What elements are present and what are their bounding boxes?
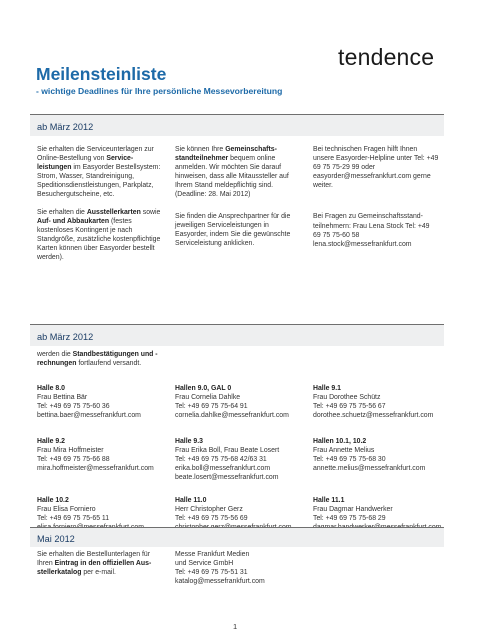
section3-column-2 bbox=[175, 550, 310, 586]
section-header-1 bbox=[30, 114, 444, 136]
text: sowie bbox=[140, 208, 161, 216]
section3-column-1 bbox=[37, 550, 165, 577]
contact-person: Frau Mira Hoffmeister bbox=[37, 447, 104, 455]
contact-phone: Tel: +49 69 75 75-65 11 bbox=[37, 515, 110, 523]
text-line: Messe Frankfurt Medien bbox=[175, 551, 250, 558]
section-label: ab März 2012 bbox=[37, 332, 94, 342]
section-divider bbox=[30, 114, 444, 115]
paragraph: Bei Fragen zu Gemeinschaftsstandteilnehmern: Frau Lena Stock Tel: +49 69 75 75-60 58 lena.stock@messefrankfurt.com bbox=[313, 213, 430, 248]
paragraph: Bei technischen Fragen hilft Ihnen unsere Easyorder-Helpline unter Tel: +49 69 75 75-29 99 oder easyorder@messefrankfurt.com gerne weiter. bbox=[313, 146, 439, 190]
bold-text: Ausstellerkarten bbox=[86, 208, 141, 216]
contact-phone: Tel: +49 69 75 75-68 42/63 31 bbox=[175, 456, 267, 464]
page-number: 1 bbox=[233, 622, 238, 631]
text: (festes kostenloses Kontingent je nach Standgröße, zusätzliche kostenpflichtige Karten können über Easyorder bestellt werden). bbox=[37, 217, 161, 262]
paragraph bbox=[37, 550, 165, 577]
text: im Easyorder Bestellsystem: Strom, Wasser, Standreinigung, Speditionsdienstleistungen, Parkplatz, Besuchergutscheine, etc. bbox=[37, 164, 161, 199]
section-header-3 bbox=[30, 527, 444, 547]
text: bequem online anmelden. Wir möchten Sie darauf hinweisen, dass alle Mitaussteller auf Ihrem Stand meldepflichtig sind. (Deadline: 28. Mai 2012) bbox=[175, 155, 289, 199]
contact-email: mira.hoffmeister@messefrankfurt.com bbox=[37, 465, 154, 473]
text-line: katalog@messefrankfurt.com bbox=[175, 578, 265, 586]
paragraph: Sie finden die Ansprechpartner für die jeweiligen Serviceleistungen in Easyorder, indem Sie die gewünschte Serviceleistung anklicken. bbox=[175, 212, 291, 247]
bold-text: Eintrag in den offiziellen Ausstellerkatalog bbox=[37, 560, 152, 577]
contact-person: Frau Elisa Forniero bbox=[37, 506, 96, 514]
page-subtitle: - wichtige Deadlines für Ihre persönliche Messevorbereitung bbox=[36, 86, 283, 96]
paragraph bbox=[37, 208, 162, 263]
hall-name: Halle 9.1 bbox=[313, 385, 341, 392]
hall-name: Halle 11.0 bbox=[175, 497, 207, 504]
hall-name: Halle 9.3 bbox=[175, 438, 203, 445]
section-label: ab März 2012 bbox=[37, 122, 94, 132]
contact-phone: Tel: +49 69 75 75-68 30 bbox=[313, 456, 386, 464]
contact-email: annette.melius@messefrankfurt.com bbox=[313, 465, 426, 473]
paragraph bbox=[37, 350, 165, 368]
paragraph bbox=[175, 145, 300, 200]
hall-contact bbox=[37, 437, 172, 473]
contact-email: erika.boll@messefrankfurt.com bbox=[175, 465, 271, 473]
bold-text: Standbestätigungen und -rechnungen bbox=[37, 351, 158, 368]
text: Sie können Ihre bbox=[175, 146, 226, 153]
contact-person: Frau Bettina Bär bbox=[37, 394, 88, 402]
page-title: Meilensteinliste bbox=[36, 64, 167, 84]
section-header-2 bbox=[30, 324, 444, 346]
contact-phone: Tel: +49 69 75 75-60 36 bbox=[37, 403, 110, 411]
bold-text: Gemeinschaftsstandteilnehmer bbox=[175, 146, 277, 163]
contact-email: dorothee.schuetz@messefrankfurt.com bbox=[313, 412, 434, 420]
text-line: und Service GmbH bbox=[175, 560, 234, 568]
contact-person: Frau Annette Melius bbox=[313, 447, 375, 455]
contact-phone: Tel: +49 69 75 75-56 69 bbox=[175, 515, 248, 523]
contact-phone: Tel: +49 69 75 75-64 91 bbox=[175, 403, 248, 411]
paragraph bbox=[37, 145, 162, 200]
text: per e-mail. bbox=[81, 569, 116, 577]
contact-phone: Tel: +49 69 75 75-66 88 bbox=[37, 456, 110, 464]
contact-person: Herr Christopher Gerz bbox=[175, 506, 243, 514]
hall-name: Halle 9.2 bbox=[37, 438, 65, 445]
hall-contact bbox=[175, 437, 310, 482]
hall-name: Halle 8.0 bbox=[37, 385, 65, 392]
hall-name: Hallen 10.1, 10.2 bbox=[313, 438, 367, 445]
brand-logo: tendence bbox=[338, 44, 435, 70]
section1-column-2 bbox=[175, 145, 300, 248]
section1-column-3 bbox=[313, 145, 439, 249]
contact-phone: Tel: +49 69 75 75-68 29 bbox=[313, 515, 386, 523]
hall-contact bbox=[313, 384, 448, 420]
contact-person: Frau Erika Boll, Frau Beate Losert bbox=[175, 447, 280, 455]
text-line: Tel: +49 69 75 75-51 31 bbox=[175, 569, 248, 577]
contact-email: beate.losert@messefrankfurt.com bbox=[175, 474, 279, 482]
contact-person: Frau Dagmar Handwerker bbox=[313, 506, 393, 514]
text: Sie erhalten die Bestellunterlagen für Ihren bbox=[37, 551, 151, 568]
text: fortlaufend versandt. bbox=[76, 360, 142, 368]
section2-intro bbox=[37, 350, 165, 368]
hall-name: Halle 11.1 bbox=[313, 497, 345, 504]
text: werden die bbox=[37, 351, 73, 358]
bold-text: Serviceleistungen bbox=[37, 155, 134, 172]
contact-email: cornelia.dahlke@messefrankfurt.com bbox=[175, 412, 289, 420]
contact-person: Frau Cornelia Dahlke bbox=[175, 394, 241, 402]
text: Sie erhalten die bbox=[37, 208, 87, 216]
contact-email: bettina.baer@messefrankfurt.com bbox=[37, 412, 141, 420]
bold-text: Auf- und Abbaukarten bbox=[37, 217, 110, 225]
section-divider bbox=[30, 324, 444, 325]
section1-column-1 bbox=[37, 145, 162, 262]
hall-name: Halle 10.2 bbox=[37, 497, 69, 504]
hall-contact bbox=[37, 384, 172, 420]
section-divider bbox=[30, 527, 444, 528]
contact-person: Frau Dorothee Schütz bbox=[313, 394, 381, 402]
text: Sie erhalten die Serviceunterlagen zur Online-Bestellung von bbox=[37, 146, 154, 163]
hall-contact bbox=[313, 437, 448, 473]
section-label: Mai 2012 bbox=[37, 534, 75, 544]
hall-name: Hallen 9.0, GAL 0 bbox=[175, 385, 232, 392]
hall-contact bbox=[175, 384, 310, 420]
contact-phone: Tel: +49 69 75 75-56 67 bbox=[313, 403, 386, 411]
